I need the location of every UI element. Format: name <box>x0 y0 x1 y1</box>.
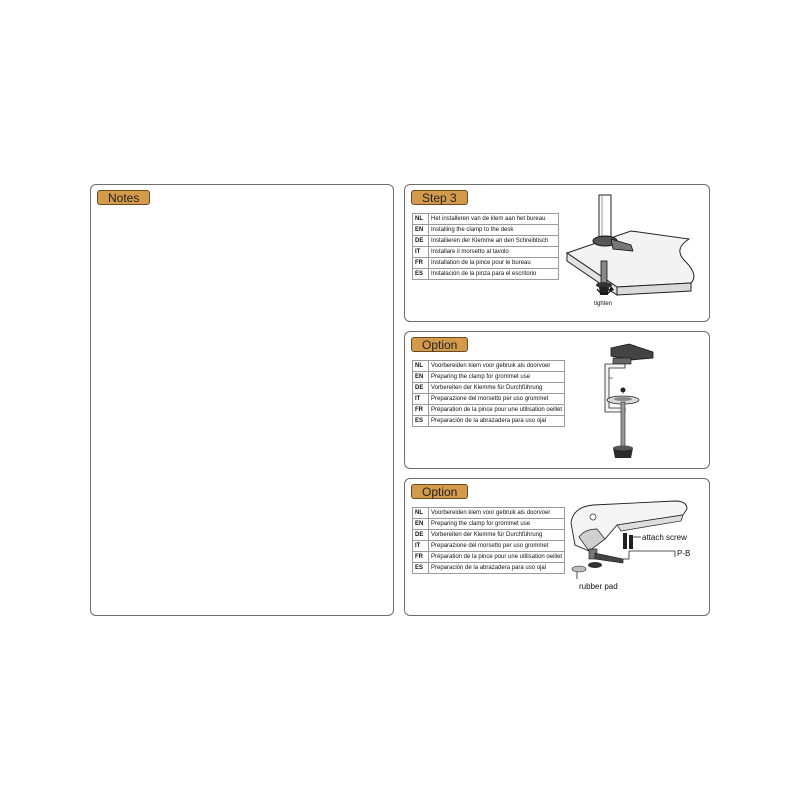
clamp-underside-illustration <box>565 493 707 605</box>
lang-text: Voorbereiden klem voor gebruik als doorvoer <box>429 361 565 372</box>
tighten-label: tighten <box>594 301 613 307</box>
lang-text: Voorbereiden klem voor gebruik als doorvoer <box>429 508 565 519</box>
lang-text: Installieren der Klemme an den Schreibtisch <box>429 236 559 247</box>
lang-code: IT <box>413 394 429 405</box>
lang-text: Préparation de la pince pour une utilisation oeillet <box>429 552 565 563</box>
lang-text: Preparing the clamp for grommet use <box>429 519 565 530</box>
lang-code: EN <box>413 372 429 383</box>
lang-code: NL <box>413 508 429 519</box>
table-row <box>413 383 565 394</box>
table-row <box>413 552 565 563</box>
lang-text: Installing the clamp to the desk <box>429 225 559 236</box>
table-row <box>413 214 559 225</box>
lang-code: DE <box>413 383 429 394</box>
lang-text: Preparación de la abrazadera para uso ojal <box>429 563 565 574</box>
option1-language-table <box>412 360 565 427</box>
lang-text: Préparation de la pince pour une utilisation oeillet <box>429 405 565 416</box>
rubber-pad-label: rubber pad <box>579 582 618 591</box>
table-row <box>413 563 565 574</box>
lang-text: Instalación de la pinza para el escritorio <box>429 269 559 280</box>
lang-text: Vorbereiten der Klemme für Durchführung <box>429 530 565 541</box>
table-row <box>413 361 565 372</box>
table-row <box>413 508 565 519</box>
lang-code: FR <box>413 405 429 416</box>
pb-label: P-B <box>677 549 691 558</box>
table-row <box>413 372 565 383</box>
attach-screw-label: attach screw <box>642 533 687 542</box>
step3-title: Step 3 <box>411 190 468 205</box>
table-row <box>413 541 565 552</box>
table-row <box>413 416 565 427</box>
lang-text: Installation de la pince pour le bureau <box>429 258 559 269</box>
table-row <box>413 236 559 247</box>
lang-text: Preparación de la abrazadera para uso ojal <box>429 416 565 427</box>
lang-text: Preparazione del morsetto per uso grommet <box>429 541 565 552</box>
option2-title: Option <box>411 484 468 499</box>
desk-clamp-illustration <box>561 191 707 317</box>
option1-title: Option <box>411 337 468 352</box>
lang-code: ES <box>413 269 429 280</box>
lang-text: Het installeren van de klem aan het bureau <box>429 214 559 225</box>
lang-code: IT <box>413 247 429 258</box>
option1-panel <box>404 331 710 469</box>
lang-text: Vorbereiten der Klemme für Durchführung <box>429 383 565 394</box>
table-row <box>413 405 565 416</box>
table-row <box>413 530 565 541</box>
grommet-clamp-exploded-illustration <box>591 338 671 464</box>
lang-text: Preparazione del morsetto per uso grommet <box>429 394 565 405</box>
lang-code: DE <box>413 236 429 247</box>
option2-language-table <box>412 507 565 574</box>
lang-text: Preparing the clamp for grommet use <box>429 372 565 383</box>
lang-code: FR <box>413 258 429 269</box>
option2-panel <box>404 478 710 616</box>
lang-code: NL <box>413 361 429 372</box>
notes-panel <box>90 184 394 616</box>
table-row <box>413 394 565 405</box>
lang-code: EN <box>413 225 429 236</box>
lang-code: NL <box>413 214 429 225</box>
table-row <box>413 225 559 236</box>
table-row <box>413 269 559 280</box>
table-row <box>413 258 559 269</box>
lang-code: FR <box>413 552 429 563</box>
step3-language-table <box>412 213 559 280</box>
table-row <box>413 519 565 530</box>
notes-title: Notes <box>97 190 150 205</box>
step3-panel <box>404 184 710 322</box>
lang-text: Installare il morsetto al tavolo <box>429 247 559 258</box>
lang-code: EN <box>413 519 429 530</box>
lang-code: DE <box>413 530 429 541</box>
lang-code: ES <box>413 563 429 574</box>
table-row <box>413 247 559 258</box>
lang-code: ES <box>413 416 429 427</box>
lang-code: IT <box>413 541 429 552</box>
